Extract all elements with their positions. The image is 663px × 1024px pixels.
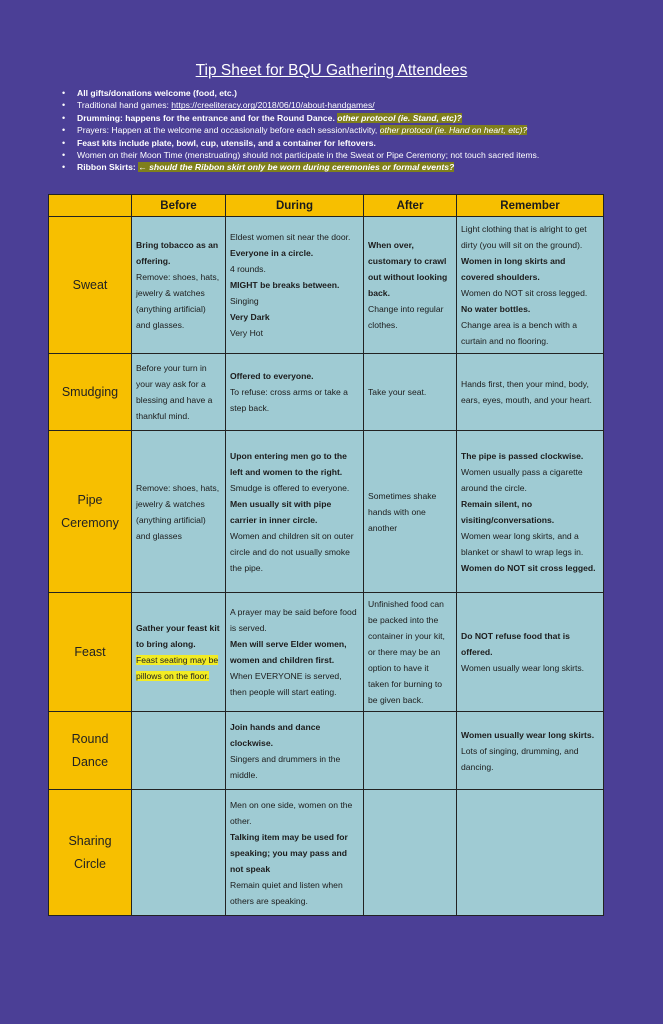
smudging-during: Offered to everyone. To refuse: cross arms or take a step back. (226, 354, 364, 431)
round-dance-after (364, 712, 457, 790)
header-after: After (364, 195, 457, 217)
row-label-smudging: Smudging (49, 354, 132, 431)
row-label-feast: Feast (49, 593, 132, 712)
sweat-during: Eldest women sit near the door. Everyone in a circle. 4 rounds. MIGHT be breaks between. Singing Very Dark Very Hot (226, 217, 364, 354)
drumming-question: other protocol (ie. Stand, etc)? (337, 112, 462, 123)
sharing-before (132, 790, 226, 916)
table-row-feast (49, 593, 604, 712)
tips-table (48, 194, 604, 916)
smudging-remember: Hands first, then your mind, body, ears, eyes, mouth, and your heart. (457, 354, 604, 431)
table-header-row (49, 195, 604, 217)
list-item (62, 124, 652, 136)
pipe-after: Sometimes shake hands with one another (364, 431, 457, 593)
sharing-remember (457, 790, 604, 916)
list-item (62, 137, 652, 149)
row-label-round-dance: Round Dance (49, 712, 132, 790)
pipe-during: Upon entering men go to the left and women to the right. Smudge is offered to everyone. Men usually sit with pipe carrier in inner circle. Women and children sit on outer circle and do not usually smoke the pipe. (226, 431, 364, 593)
sweat-remember: Light clothing that is alright to get dirty (you will sit on the ground). Women in long skirts and covered shoulders. Women do NOT sit cross legged. No water bottles. Change area is a bench with a curtain and no flooring. (457, 217, 604, 354)
list-item (62, 87, 652, 99)
list-item (62, 112, 652, 124)
gifts-note: All gifts/donations welcome (food, etc.) (77, 88, 237, 98)
drumming-note: Drumming: happens for the entrance and for the Round Dance. (77, 112, 335, 123)
sweat-after: When over, customary to crawl out without looking back. Change into regular clothes. (364, 217, 457, 354)
tips-list (62, 87, 652, 174)
row-label-pipe-ceremony: Pipe Ceremony (49, 431, 132, 593)
feast-remember: Do NOT refuse food that is offered. Women usually wear long skirts. (457, 593, 604, 712)
row-label-sharing-circle: Sharing Circle (49, 790, 132, 916)
feast-kits-note: Feast kits include plate, bowl, cup, utensils, and a container for leftovers. (77, 137, 376, 148)
list-item (62, 161, 652, 173)
table-row-sweat (49, 217, 604, 354)
header-before: Before (132, 195, 226, 217)
ribbon-skirts-label: Ribbon Skirts: (77, 162, 139, 173)
row-label-sweat: Sweat (49, 217, 132, 354)
round-dance-before (132, 712, 226, 790)
list-item (62, 149, 652, 161)
table-row-smudging (49, 354, 604, 431)
header-corner (49, 195, 132, 217)
sweat-before: Bring tobacco as an offering. Remove: shoes, hats, jewelry & watches (anything artificial) and glasses. (132, 217, 226, 354)
page-title: Tip Sheet for BQU Gathering Attendees (195, 62, 468, 79)
sharing-during: Men on one side, women on the other. Talking item may be used for speaking; you may pass and not speak Remain quiet and listen when others are speaking. (226, 790, 364, 916)
feast-before: Gather your feast kit to bring along. Feast seating may be pillows on the floor. (132, 593, 226, 712)
pipe-before: Remove: shoes, hats, jewelry & watches (anything artificial) and glasses (132, 431, 226, 593)
smudging-after: Take your seat. (364, 354, 457, 431)
round-dance-remember: Women usually wear long skirts. Lots of singing, drumming, and dancing. (457, 712, 604, 790)
pipe-remember: The pipe is passed clockwise. Women usually pass a cigarette around the circle. Remain silent, no visiting/conversations. Women wear long skirts, and a blanket or shawl to wrap legs in. Women do NOT sit cross legged. (457, 431, 604, 593)
feast-during: A prayer may be said before food is served. Men will serve Elder women, women and children first. When EVERYONE is served, then people will start eating. (226, 593, 364, 712)
feast-after: Unfinished food can be packed into the container in your kit, or there may be an option to have it taken for burning to be given back. (364, 593, 457, 712)
round-dance-during: Join hands and dance clockwise. Singers and drummers in the middle. (226, 712, 364, 790)
header-remember: Remember (457, 195, 604, 217)
hand-games-link[interactable]: https://creeliteracy.org/2018/06/10/about-handgames/ (171, 100, 375, 111)
hand-games-label: Traditional hand games: (77, 100, 172, 111)
smudging-before: Before your turn in your way ask for a blessing and have a thankful mind. (132, 354, 226, 431)
table-row-pipe-ceremony (49, 431, 604, 593)
table-row-round-dance (49, 712, 604, 790)
list-item (62, 99, 652, 111)
prayers-question: other protocol (ie. Hand on heart, etc)? (379, 125, 528, 136)
ribbon-skirts-question: ← should the Ribbon skirt only be worn during ceremonies or formal events? (138, 162, 455, 173)
prayers-note: Prayers: Happen at the welcome and occasionally before each session/activity, (77, 125, 378, 136)
header-during: During (226, 195, 364, 217)
moon-time-note: Women on their Moon Time (menstruating) should not participate in the Sweat or Pipe Ceremony; not touch sacred items. (77, 150, 540, 161)
sharing-after (364, 790, 457, 916)
table-row-sharing-circle (49, 790, 604, 916)
